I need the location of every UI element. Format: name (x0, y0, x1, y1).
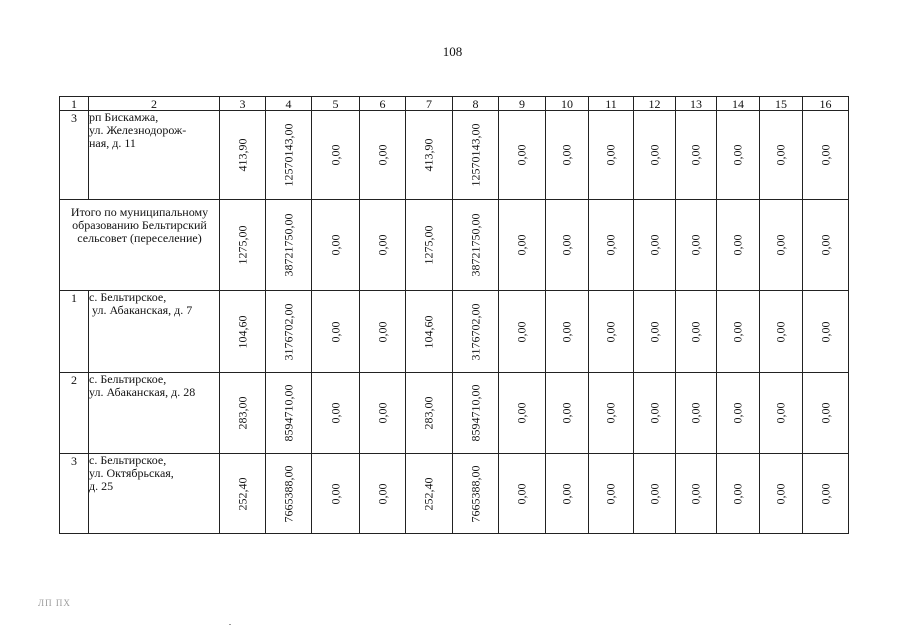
value-cell (360, 454, 406, 534)
value-cell (220, 111, 266, 200)
value-cell (406, 291, 453, 373)
value-text: 0,00 (730, 144, 745, 166)
value-cell (717, 291, 760, 373)
value-text: 38721750,00 (468, 213, 482, 277)
address-cell (89, 454, 220, 534)
value-text: 0,00 (773, 144, 788, 166)
value-cell (360, 291, 406, 373)
value-cell (453, 200, 499, 291)
value-text: 12570143,00 (281, 123, 295, 187)
value-cell (803, 111, 849, 200)
value-text: 0,00 (603, 144, 618, 166)
value-text: 0,00 (514, 483, 529, 504)
value-text: 1275,00 (421, 225, 436, 265)
value-cell (220, 373, 266, 454)
row-number: 3 (60, 111, 89, 200)
scan-mark: ЛП ПХ (38, 598, 71, 608)
value-text: 283,00 (235, 396, 249, 430)
scan-dot (229, 624, 231, 625)
value-cell (406, 373, 453, 454)
total-label-line: Итого по муниципальному (70, 205, 209, 219)
value-text: 0,00 (328, 402, 342, 424)
address-cell (89, 373, 220, 454)
header-row (60, 97, 849, 111)
value-text: 0,00 (818, 402, 832, 424)
value-cell (717, 200, 760, 291)
value-text: 0,00 (688, 234, 703, 256)
value-text: 1275,00 (235, 225, 249, 265)
value-text: 0,00 (773, 402, 788, 424)
value-cell (760, 291, 803, 373)
value-cell (676, 291, 717, 373)
address-line: с. Бельтирское, (89, 372, 167, 386)
value-cell (760, 373, 803, 454)
address-line: ул. Октябрьская, (89, 466, 174, 480)
value-text: 0,00 (328, 321, 342, 342)
value-text: 252,40 (421, 477, 436, 510)
header-cell: 16 (803, 97, 849, 111)
value-cell (546, 291, 589, 373)
value-cell (406, 200, 453, 291)
value-text: 252,40 (235, 477, 249, 510)
value-cell (676, 373, 717, 454)
value-cell (453, 111, 499, 200)
address-line: рп Бискамжа, (89, 110, 159, 124)
value-text: 0,00 (559, 321, 574, 342)
value-cell (312, 454, 360, 534)
value-text: 38721750,00 (281, 213, 295, 277)
header-cell: 5 (312, 97, 360, 111)
value-text: 0,00 (514, 144, 529, 166)
value-cell (546, 454, 589, 534)
value-cell (453, 373, 499, 454)
value-cell (266, 200, 312, 291)
value-text: 0,00 (730, 402, 745, 424)
row-number: 1 (60, 291, 89, 373)
value-cell (760, 111, 803, 200)
value-text: 413,90 (235, 138, 249, 172)
value-text: 0,00 (688, 321, 703, 342)
row-number: 3 (60, 454, 89, 534)
value-cell (499, 454, 546, 534)
value-cell (634, 373, 676, 454)
value-cell (266, 454, 312, 534)
header-cell: 3 (220, 97, 266, 111)
value-text: 0,00 (375, 144, 389, 166)
header-cell: 11 (589, 97, 634, 111)
value-text: 0,00 (328, 483, 342, 504)
value-cell (803, 454, 849, 534)
value-text: 8594710,00 (281, 384, 295, 442)
value-cell (760, 454, 803, 534)
value-text: 0,00 (730, 483, 745, 504)
value-cell (803, 200, 849, 291)
header-cell: 15 (760, 97, 803, 111)
value-text: 0,00 (647, 483, 661, 504)
total-label-line: образованию Бельтирский (72, 218, 207, 232)
value-text: 0,00 (730, 234, 745, 256)
value-cell (634, 291, 676, 373)
value-text: 0,00 (818, 483, 832, 504)
value-text: 0,00 (688, 402, 703, 424)
value-cell (499, 291, 546, 373)
value-text: 0,00 (818, 144, 832, 166)
page-number: 108 (442, 44, 463, 59)
address-cell (89, 291, 220, 373)
value-text: 0,00 (647, 234, 661, 256)
header-cell: 6 (360, 97, 406, 111)
value-cell (546, 200, 589, 291)
value-cell (312, 111, 360, 200)
value-text: 0,00 (328, 144, 342, 166)
value-cell (453, 454, 499, 534)
value-text: 0,00 (559, 234, 574, 256)
value-cell (499, 373, 546, 454)
value-text: 0,00 (603, 402, 618, 424)
value-cell (589, 291, 634, 373)
row-number: 2 (60, 373, 89, 454)
value-cell (760, 200, 803, 291)
value-cell (453, 291, 499, 373)
value-cell (312, 200, 360, 291)
total-label-line: сельсовет (переселение) (77, 231, 202, 245)
header-cell: 7 (406, 97, 453, 111)
value-text: 0,00 (773, 321, 788, 342)
value-text: 413,90 (421, 138, 436, 172)
value-text: 0,00 (328, 234, 342, 256)
value-text: 104,60 (235, 315, 249, 348)
value-text: 283,00 (421, 396, 436, 430)
header-cell: 2 (89, 97, 220, 111)
value-text: 0,00 (514, 234, 529, 256)
value-cell (676, 454, 717, 534)
header-cell: 1 (60, 97, 89, 111)
table-row (60, 454, 849, 534)
value-cell (634, 111, 676, 200)
address-line: д. 25 (89, 479, 114, 493)
value-cell (634, 200, 676, 291)
value-cell (589, 454, 634, 534)
value-cell (546, 373, 589, 454)
value-text: 0,00 (647, 144, 661, 166)
value-cell (499, 111, 546, 200)
value-text: 0,00 (603, 483, 618, 504)
value-text: 7665388,00 (468, 465, 482, 522)
value-cell (266, 291, 312, 373)
value-cell (312, 373, 360, 454)
header-cell: 13 (676, 97, 717, 111)
value-text: 0,00 (818, 321, 832, 342)
value-cell (676, 111, 717, 200)
value-cell (803, 291, 849, 373)
value-text: 0,00 (773, 483, 788, 504)
value-text: 0,00 (375, 234, 389, 256)
value-cell (803, 373, 849, 454)
address-cell (89, 111, 220, 200)
header-cell: 4 (266, 97, 312, 111)
address-line: ул. Абаканская, д. 28 (89, 385, 196, 399)
address-line: ул. Абаканская, д. 7 (89, 303, 193, 317)
value-text: 7665388,00 (281, 465, 295, 522)
value-cell (406, 454, 453, 534)
value-text: 0,00 (773, 234, 788, 256)
value-text: 0,00 (647, 402, 661, 424)
value-text: 0,00 (559, 483, 574, 504)
table-body (60, 97, 849, 534)
value-text: 104,60 (421, 315, 436, 348)
header-cell: 12 (634, 97, 676, 111)
value-cell (634, 454, 676, 534)
table-row (60, 291, 849, 373)
value-text: 0,00 (688, 483, 703, 504)
total-label (60, 200, 220, 291)
value-cell (546, 111, 589, 200)
table-row (60, 373, 849, 454)
value-text: 3176702,00 (281, 303, 295, 360)
value-cell (220, 291, 266, 373)
value-cell (220, 454, 266, 534)
value-text: 0,00 (688, 144, 703, 166)
value-cell (360, 111, 406, 200)
value-cell (717, 373, 760, 454)
address-line: с. Бельтирское, (89, 453, 167, 467)
table-row (60, 111, 849, 200)
address-line: ул. Железнодорож- (89, 123, 187, 137)
value-text: 0,00 (559, 402, 574, 424)
data-table (59, 96, 849, 534)
value-cell (499, 200, 546, 291)
value-text: 0,00 (559, 144, 574, 166)
value-cell (220, 200, 266, 291)
value-cell (312, 291, 360, 373)
value-cell (589, 111, 634, 200)
value-text: 0,00 (603, 234, 618, 256)
value-cell (717, 454, 760, 534)
value-text: 8594710,00 (468, 384, 482, 442)
value-cell (360, 200, 406, 291)
value-text: 0,00 (603, 321, 618, 342)
value-text: 0,00 (514, 321, 529, 342)
value-cell (266, 111, 312, 200)
address-line: ная, д. 11 (89, 136, 136, 150)
value-cell (589, 200, 634, 291)
value-cell (676, 200, 717, 291)
header-cell: 10 (546, 97, 589, 111)
value-cell (717, 111, 760, 200)
value-text: 0,00 (375, 321, 389, 342)
value-text: 0,00 (375, 483, 389, 504)
value-cell (406, 111, 453, 200)
value-text: 0,00 (375, 402, 389, 424)
header-cell: 8 (453, 97, 499, 111)
value-text: 3176702,00 (468, 303, 482, 360)
header-cell: 14 (717, 97, 760, 111)
value-text: 0,00 (647, 321, 661, 342)
total-row (60, 200, 849, 291)
value-text: 0,00 (730, 321, 745, 342)
address-line: с. Бельтирское, (89, 290, 167, 304)
value-text: 0,00 (514, 402, 529, 424)
value-cell (360, 373, 406, 454)
value-cell (266, 373, 312, 454)
header-cell: 9 (499, 97, 546, 111)
value-cell (589, 373, 634, 454)
value-text: 12570143,00 (468, 123, 482, 187)
value-text: 0,00 (818, 234, 832, 256)
